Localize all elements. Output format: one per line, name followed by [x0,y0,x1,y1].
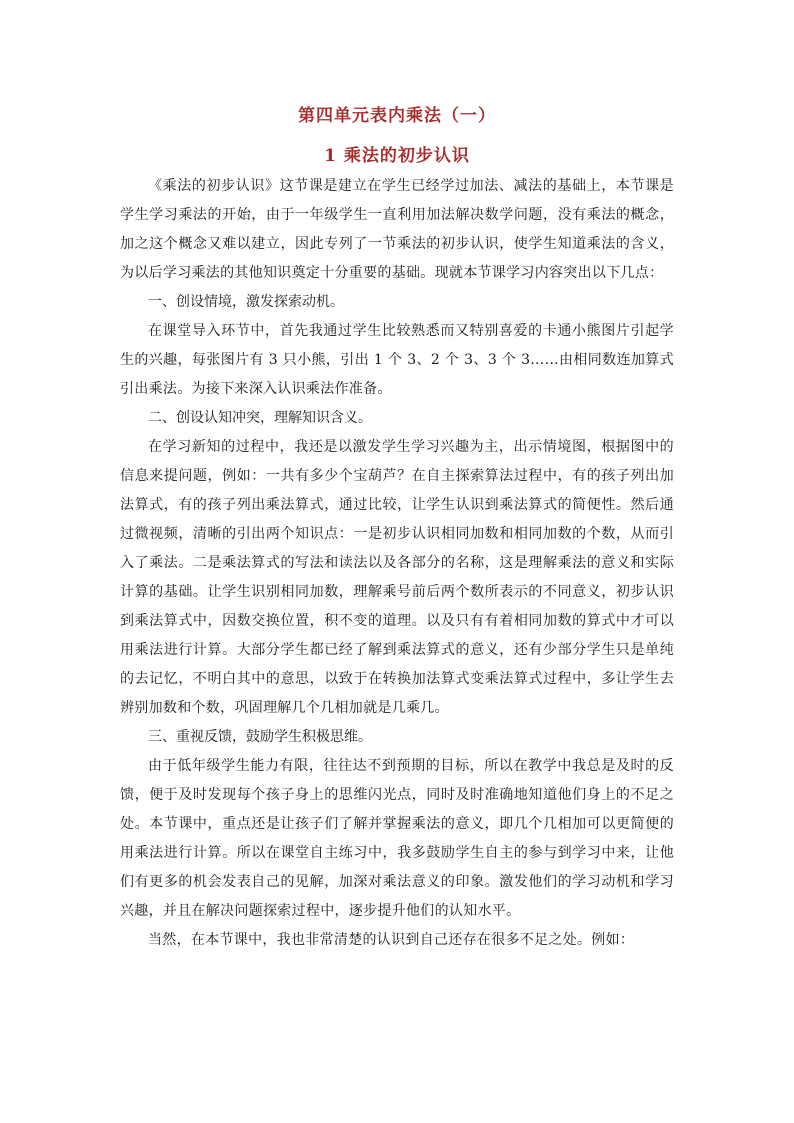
section-3-paragraph: 由于低年级学生能力有限，往往达不到预期的目标，所以在教学中我总是及时的反馈，便于及时发现每个孩子身上的思维闪光点，同时及时准确地知道他们身上的不足之处。本节课中，重点还是让孩子们了解并掌握乘法的意义，即几个几相加可以更简便的用乘法进行计算。所以在课堂自主练习中，我多鼓励学生自主的参与到学习中来，让他们有更多的机会发表自己的见解，加深对乘法意义的印象。激发他们的学习动机和学习兴趣，并且在解决问题探索过程中，逐步提升他们的认知水平。 [120,758,674,919]
section-heading-3: 三、重视反馈，鼓励学生积极思维。 [148,729,372,745]
closing-paragraph: 当然，在本节课中，我也非常清楚的认识到自己还存在很多不足之处。例如： [148,932,635,948]
intro-paragraph: 《乘法的初步认识》这节课是建立在学生已经学过加法、减法的基础上，本节课是学生学习乘法的开始，由于一年级学生一直利用加法解决数学问题，没有乘法的概念，加之这个概念又难以建立，因此专列了一节乘法的初步认识，使学生知道乘法的含义，为以后学习乘法的其他知识奠定十分重要的基础。现就本节课学习内容突出以下几点： [120,178,674,281]
section-2-paragraph: 在学习新知的过程中，我还是以激发学生学习兴趣为主，出示情境图，根据图中的信息来提问题，例如：一共有多少个宝葫芦？在自主探索算法过程中，有的孩子列出加法算式，有的孩子列出乘法算式，通过比较，让学生认识到乘法算式的简便性。然后通过微视频，清晰的引出两个知识点：一是初步认识相同加数和相同加数的个数，从而引入了乘法。二是乘法算式的写法和读法以及各部分的名称，这是理解乘法的意义和实际计算的基础。让学生识别相同加数，理解乘号前后两个数所表示的不同意义，初步认识到乘法算式中，因数交换位置，积不变的道理。以及只有有着相同加数的算式中才可以用乘法进行计算。大部分学生都已经了解到乘法算式的意义，还有少部分学生只是单纯的去记忆，不明白其中的意思，以致于在转换加法算式变乘法算式过程中，多让学生去辨别加数和个数，巩固理解几个几相加就是几乘几。 [120,439,674,716]
section-1-paragraph: 在课堂导入环节中，首先我通过学生比较熟悉而又特别喜爱的卡通小熊图片引起学生的兴趣，每张图片有 3 只小熊，引出 1 个 3、2 个 3、3 个 3……由相同数连加算式引出乘法。为接下来深入认识乘法作准备。 [120,323,674,397]
page-title: 第四单元表内乘法（一） [298,106,496,126]
section-title: 1 乘法的初步认识 [324,146,470,166]
section-heading-1: 一、创设情境，激发探索动机。 [148,294,344,310]
section-heading-2: 二、创设认知冲突，理解知识含义。 [148,410,372,426]
